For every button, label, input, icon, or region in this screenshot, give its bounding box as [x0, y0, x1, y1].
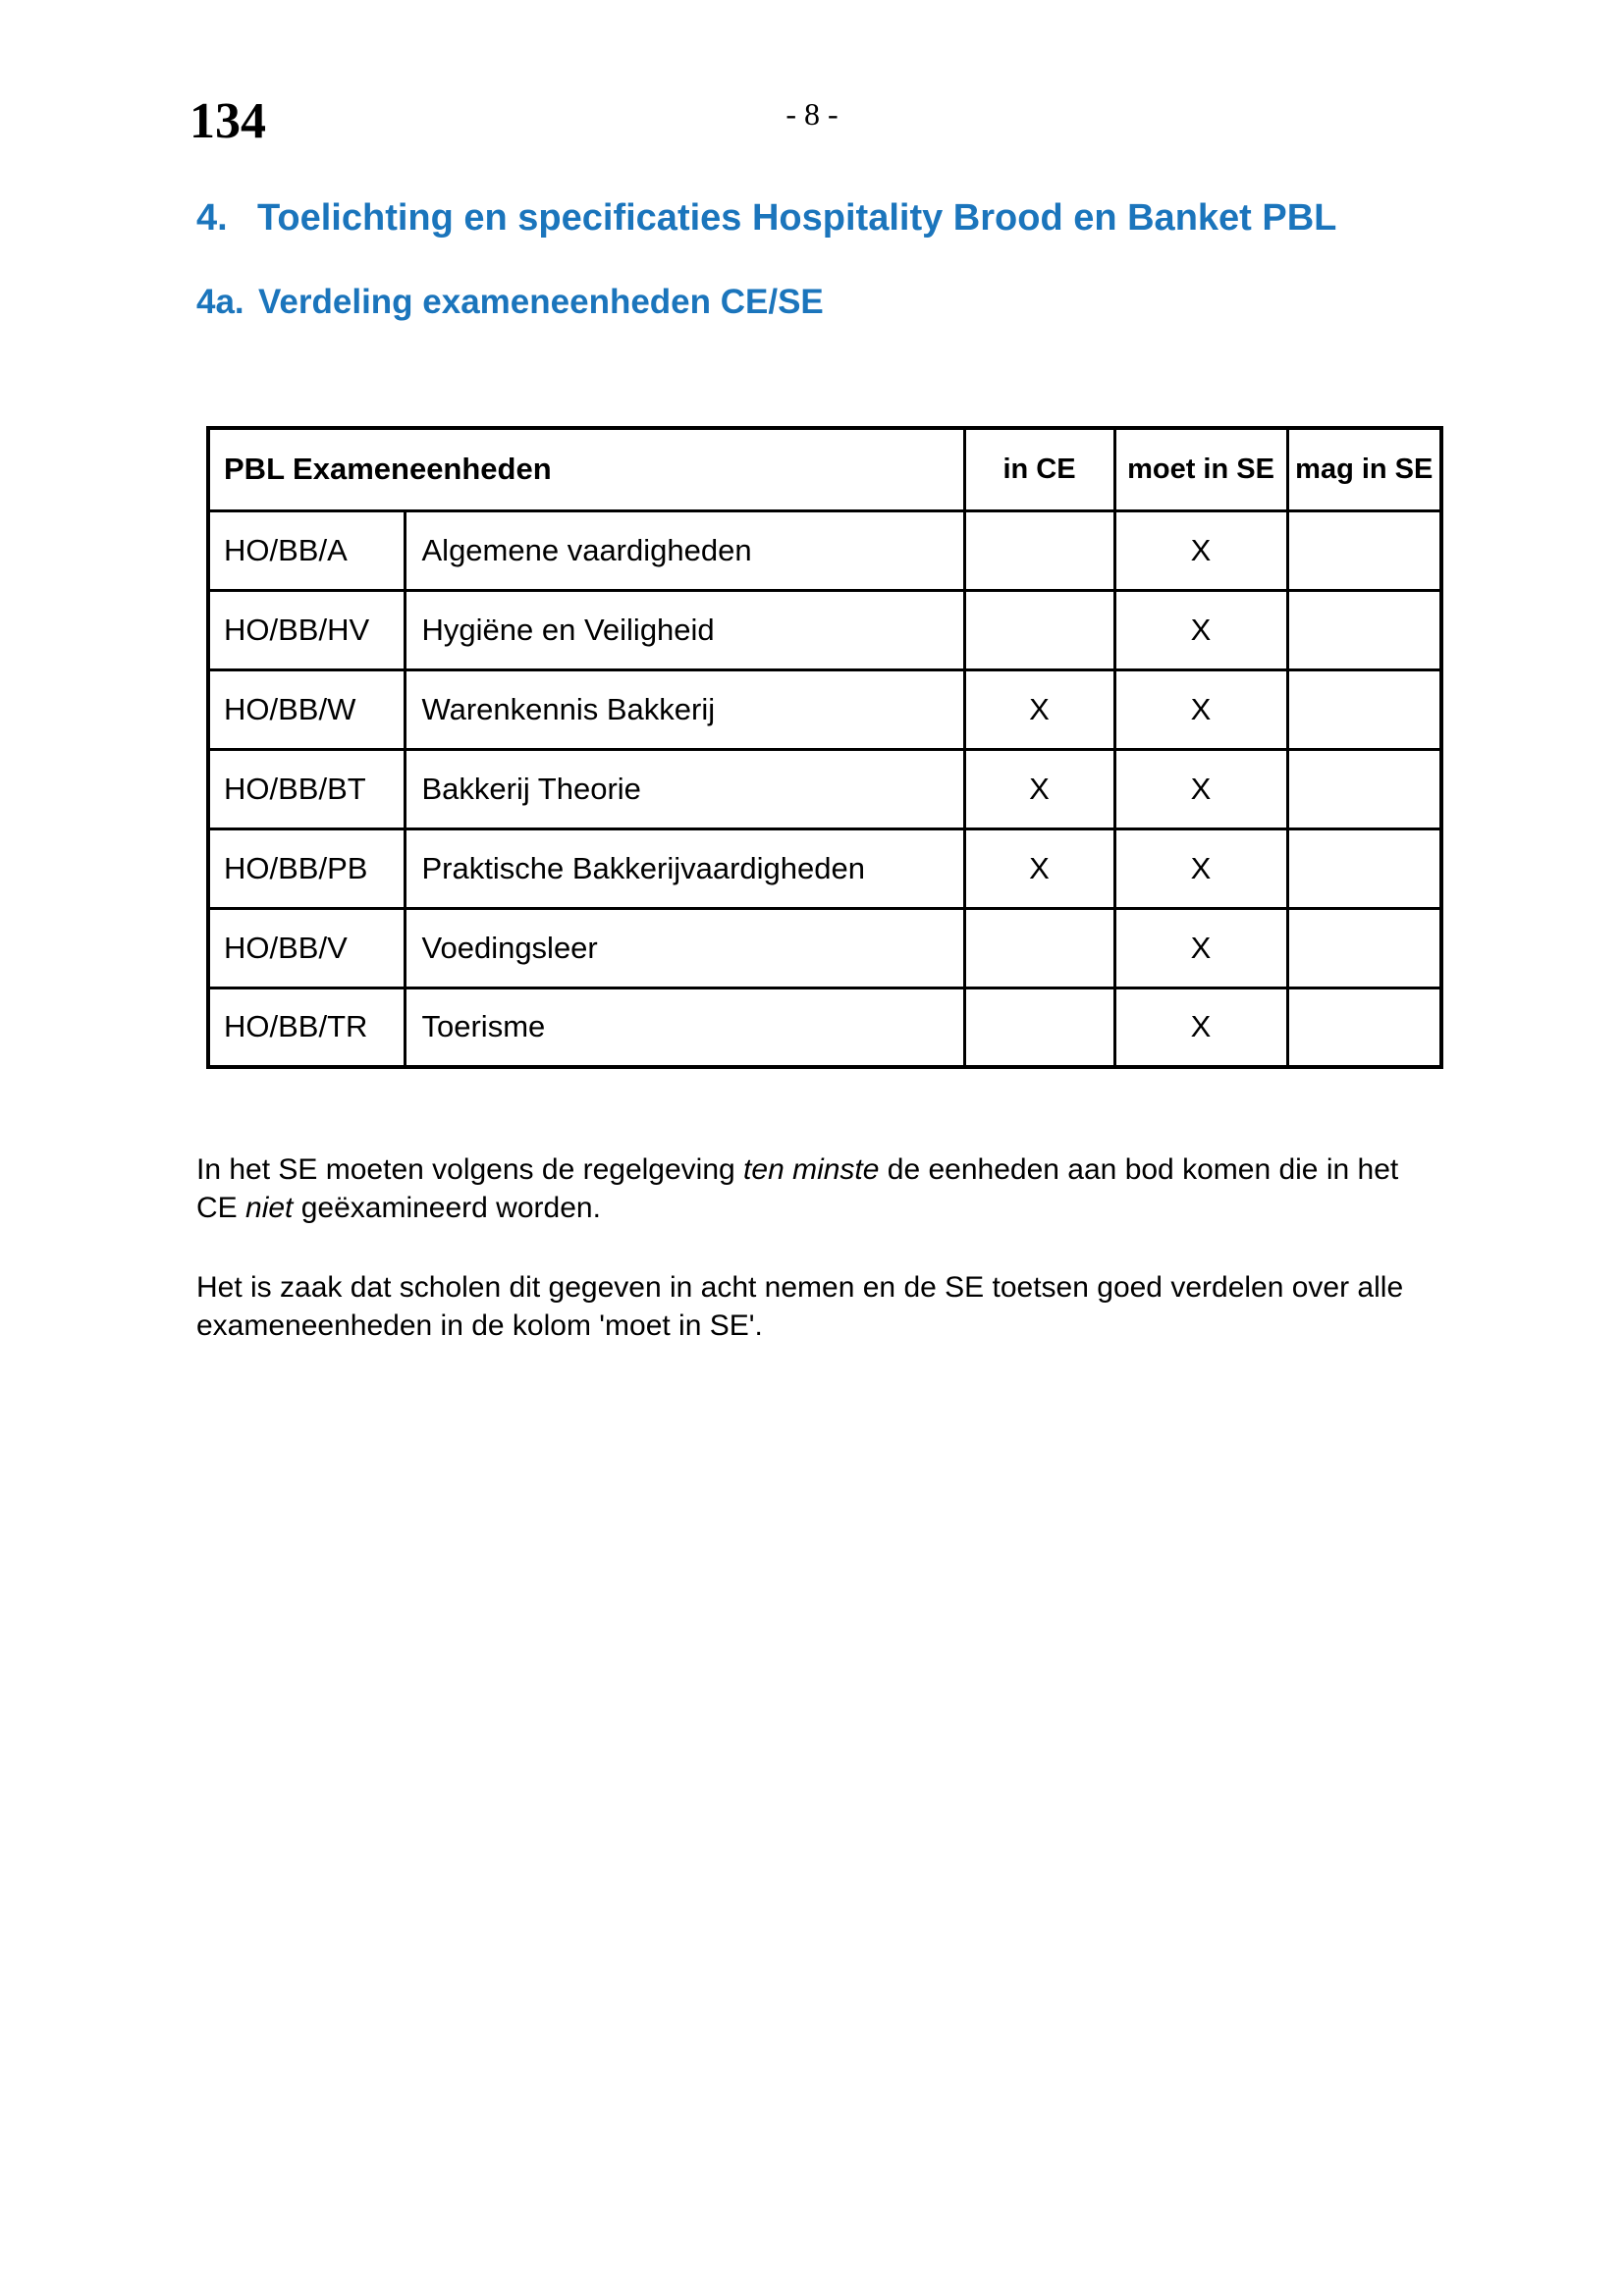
cell-unit-code: HO/BB/W: [208, 669, 405, 749]
cell-moet-in-se: X: [1114, 669, 1287, 749]
cell-unit-code: HO/BB/A: [208, 510, 405, 590]
cell-unit-name: Algemene vaardigheden: [405, 510, 964, 590]
paragraph-line: exameneenheden in de kolom 'moet in SE'.: [196, 1309, 763, 1342]
cell-mag-in-se: [1287, 988, 1441, 1067]
cell-in-ce: [964, 510, 1114, 590]
section-heading-text: Toelichting en specificaties Hospitality Brood en Banket PBL: [257, 197, 1337, 239]
paragraph-line: In het SE moeten volgens de regelgeving ten minste de eenheden aan bod komen die in het: [196, 1153, 1399, 1186]
cell-mag-in-se: [1287, 590, 1441, 669]
cell-unit-name: Toerisme: [405, 988, 964, 1067]
header-cell-moet-in-se: moet in SE: [1114, 428, 1287, 510]
cell-unit-name: Warenkennis Bakkerij: [405, 669, 964, 749]
cell-unit-name: Voedingsleer: [405, 908, 964, 988]
table-row: [208, 510, 1441, 590]
cell-moet-in-se: X: [1114, 510, 1287, 590]
cell-moet-in-se: X: [1114, 828, 1287, 908]
cell-mag-in-se: [1287, 828, 1441, 908]
cell-unit-code: HO/BB/TR: [208, 988, 405, 1067]
header-cell-exam-units: PBL Exameneenheden: [208, 428, 964, 510]
paragraph-line: CE niet geëxamineerd worden.: [196, 1192, 601, 1224]
cell-unit-code: HO/BB/BT: [208, 749, 405, 828]
italic-run: ten minste: [743, 1153, 880, 1186]
cell-unit-code: HO/BB/HV: [208, 590, 405, 669]
cell-in-ce: X: [964, 749, 1114, 828]
cell-unit-name: Hygiëne en Veiligheid: [405, 590, 964, 669]
table-row: [208, 908, 1441, 988]
subsection-heading: [196, 284, 824, 322]
cell-moet-in-se: X: [1114, 988, 1287, 1067]
cell-mag-in-se: [1287, 510, 1441, 590]
table-row: [208, 988, 1441, 1067]
paragraph-se-regelgeving: [196, 1150, 1398, 1227]
subsection-heading-number: 4a.: [196, 283, 244, 321]
italic-run: niet: [245, 1192, 294, 1224]
cell-in-ce: [964, 590, 1114, 669]
paragraph-se-toetsen: [196, 1268, 1403, 1345]
cell-in-ce: [964, 908, 1114, 988]
cell-moet-in-se: X: [1114, 590, 1287, 669]
cell-moet-in-se: X: [1114, 749, 1287, 828]
cell-moet-in-se: X: [1114, 908, 1287, 988]
cell-mag-in-se: [1287, 908, 1441, 988]
table-row: [208, 669, 1441, 749]
section-heading: [196, 198, 1336, 240]
cell-mag-in-se: [1287, 749, 1441, 828]
paragraph-line: Het is zaak dat scholen dit gegeven in acht nemen en de SE toetsen goed verdelen over alle: [196, 1271, 1404, 1304]
table-row: [208, 828, 1441, 908]
table-row: [208, 590, 1441, 669]
cell-in-ce: [964, 988, 1114, 1067]
table-header-row: [208, 428, 1441, 510]
cell-mag-in-se: [1287, 669, 1441, 749]
exam-units-table-container: [206, 426, 1443, 1069]
cell-unit-code: HO/BB/V: [208, 908, 405, 988]
page-number-center: - 8 -: [785, 96, 839, 132]
cell-unit-name: Bakkerij Theorie: [405, 749, 964, 828]
cell-in-ce: X: [964, 669, 1114, 749]
subsection-heading-text: Verdeling exameneenheden CE/SE: [258, 283, 824, 321]
cell-unit-name: Praktische Bakkerijvaardigheden: [405, 828, 964, 908]
page-number-left: 134: [189, 93, 266, 149]
table-row: [208, 749, 1441, 828]
exam-units-table: [206, 426, 1443, 1069]
header-cell-mag-in-se: mag in SE: [1287, 428, 1441, 510]
cell-in-ce: X: [964, 828, 1114, 908]
cell-unit-code: HO/BB/PB: [208, 828, 405, 908]
header-cell-in-ce: in CE: [964, 428, 1114, 510]
section-heading-number: 4.: [196, 197, 228, 239]
